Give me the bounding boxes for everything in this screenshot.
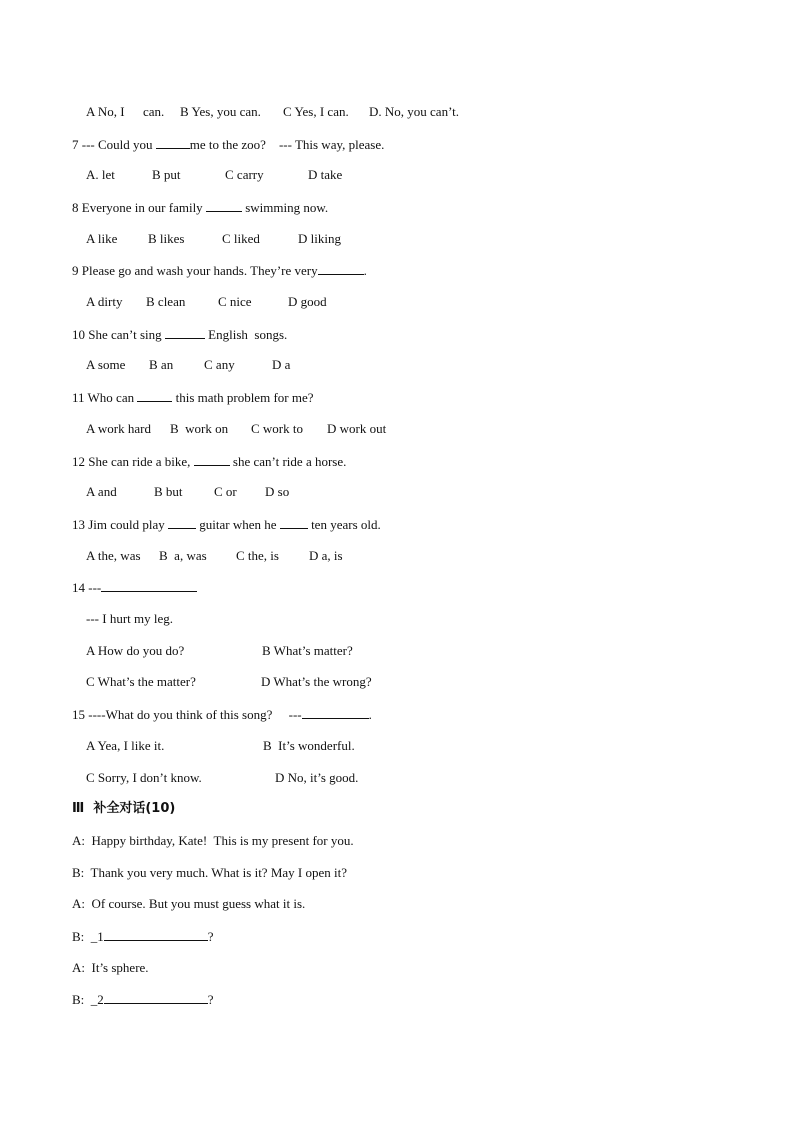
q9-option-c: C nice bbox=[218, 294, 252, 309]
q12-question bbox=[72, 453, 346, 470]
dialogue-line-4-text: B: _1 bbox=[72, 929, 104, 944]
q6-option-d: D. No, you can’t. bbox=[369, 104, 460, 119]
q7-option-c: C carry bbox=[225, 167, 264, 182]
q10-question bbox=[72, 326, 287, 343]
q13-text-mid: guitar when he bbox=[196, 517, 280, 532]
section-3-heading: Ⅲ 补全对话(10) bbox=[72, 801, 176, 816]
q6-option-c: C Yes, I can. bbox=[283, 104, 349, 119]
q15-option-d: D No, it’s good. bbox=[275, 770, 359, 785]
q10-option-b: B an bbox=[149, 357, 174, 372]
dialogue-line-6 bbox=[72, 991, 214, 1008]
q13-text-end: ten years old. bbox=[307, 517, 381, 532]
q11-question bbox=[72, 389, 314, 406]
dialogue-line-2: B: Thank you very much. What is it? May I open it? bbox=[72, 865, 347, 880]
q13-blank-2 bbox=[280, 516, 308, 529]
q8-option-d: D liking bbox=[298, 231, 341, 246]
q10-text: 10 She can’t sing bbox=[72, 327, 165, 342]
q8-text-end: swimming now. bbox=[241, 200, 329, 215]
q8-option-c: C liked bbox=[222, 231, 260, 246]
q10-option-a: A some bbox=[86, 357, 126, 372]
q15-option-c: C Sorry, I don’t know. bbox=[86, 770, 202, 785]
q11-option-d: D work out bbox=[327, 421, 387, 436]
dialogue-blank-1 bbox=[104, 928, 208, 941]
q8-text: 8 Everyone in our family bbox=[72, 200, 206, 215]
q8-option-a: A like bbox=[86, 231, 118, 246]
dialogue-blank-2 bbox=[104, 991, 208, 1004]
q12-option-d: D so bbox=[265, 484, 290, 499]
q11-option-b: B work on bbox=[170, 421, 229, 436]
q9-text: 9 Please go and wash your hands. They’re very bbox=[72, 263, 318, 278]
q14-question bbox=[72, 579, 197, 596]
q11-text: 11 Who can bbox=[72, 390, 138, 405]
q13-question bbox=[72, 516, 381, 533]
q8-blank bbox=[206, 199, 242, 212]
q11-blank bbox=[137, 389, 172, 402]
q9-blank bbox=[318, 262, 364, 275]
dialogue-line-4 bbox=[72, 928, 214, 945]
q9-option-d: D good bbox=[288, 294, 327, 309]
dialogue-line-3: A: Of course. But you must guess what it is. bbox=[72, 896, 306, 911]
q10-option-c: C any bbox=[204, 357, 235, 372]
q11-option-a: A work hard bbox=[86, 421, 151, 436]
dialogue-line-6-end: ? bbox=[207, 992, 214, 1007]
q7-question bbox=[72, 136, 384, 153]
q6-option-a-cont: can. bbox=[143, 104, 165, 119]
q9-option-b: B clean bbox=[146, 294, 186, 309]
q9-option-a: A dirty bbox=[86, 294, 123, 309]
dialogue-line-4-end: ? bbox=[207, 929, 214, 944]
q13-text: 13 Jim could play bbox=[72, 517, 169, 532]
q14-blank bbox=[101, 579, 197, 592]
q14-option-b: B What’s matter? bbox=[262, 643, 353, 658]
dialogue-line-1: A: Happy birthday, Kate! This is my present for you. bbox=[72, 833, 354, 848]
q12-option-c: C or bbox=[214, 484, 237, 499]
q7-option-a: A. let bbox=[86, 167, 115, 182]
q13-blank-1 bbox=[168, 516, 196, 529]
q9-question bbox=[72, 262, 367, 279]
q11-option-c: C work to bbox=[251, 421, 303, 436]
q7-option-d: D take bbox=[308, 167, 343, 182]
q8-question bbox=[72, 199, 328, 216]
q12-blank bbox=[194, 453, 230, 466]
q15-question bbox=[72, 706, 372, 723]
q8-option-b: B likes bbox=[148, 231, 185, 246]
q7-text-end: me to the zoo? --- This way, please. bbox=[189, 137, 385, 152]
q14-option-a: A How do you do? bbox=[86, 643, 185, 658]
q6-option-b: B Yes, you can. bbox=[180, 104, 261, 119]
dialogue-line-6-text: B: _2 bbox=[72, 992, 104, 1007]
q13-option-b: B a, was bbox=[159, 548, 207, 563]
q14-text: 14 --- bbox=[72, 580, 102, 595]
dialogue-line-5: A: It’s sphere. bbox=[72, 960, 149, 975]
q15-blank bbox=[302, 706, 369, 719]
q10-blank bbox=[165, 326, 205, 339]
q13-option-d: D a, is bbox=[309, 548, 343, 563]
q6-option-a: A No, I bbox=[86, 104, 125, 119]
q12-option-b: B but bbox=[154, 484, 183, 499]
q12-text: 12 She can ride a bike, bbox=[72, 454, 194, 469]
q12-option-a: A and bbox=[86, 484, 117, 499]
q7-option-b: B put bbox=[152, 167, 181, 182]
q12-text-end: she can’t ride a horse. bbox=[229, 454, 347, 469]
q15-option-b: B It’s wonderful. bbox=[263, 738, 355, 753]
q10-option-d: D a bbox=[272, 357, 291, 372]
q7-blank bbox=[156, 136, 190, 149]
q13-option-a: A the, was bbox=[86, 548, 141, 563]
q9-text-end: . bbox=[363, 263, 367, 278]
q15-option-a: A Yea, I like it. bbox=[86, 738, 165, 753]
q13-option-c: C the, is bbox=[236, 548, 279, 563]
q10-text-end: English songs. bbox=[204, 327, 288, 342]
q14-response: --- I hurt my leg. bbox=[86, 611, 174, 626]
q15-text-end: . bbox=[368, 707, 372, 722]
q15-text: 15 ----What do you think of this song? --- bbox=[72, 707, 302, 722]
q7-text: 7 --- Could you bbox=[72, 137, 156, 152]
q14-option-d: D What’s the wrong? bbox=[261, 674, 372, 689]
q11-text-end: this math problem for me? bbox=[172, 390, 314, 405]
q14-option-c: C What’s the matter? bbox=[86, 674, 196, 689]
